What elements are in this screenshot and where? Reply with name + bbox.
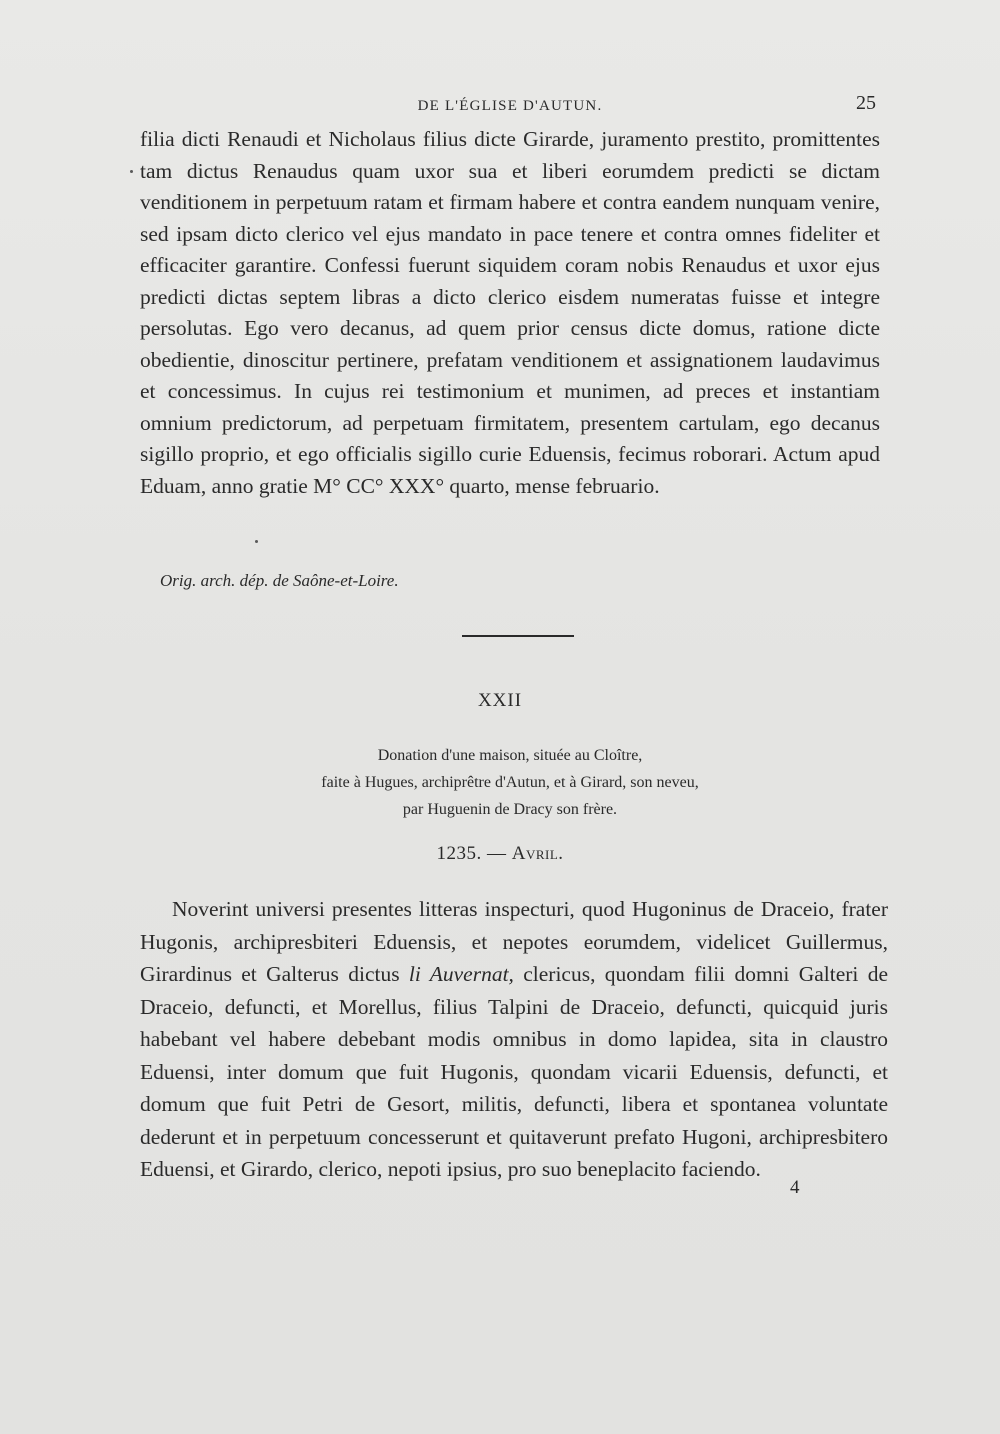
continued-charter-text (140, 124, 880, 502)
summary-line: Donation d'une maison, située au Cloître, (377, 747, 643, 764)
section-divider (462, 635, 574, 637)
summary-line: faite à Hugues, archiprêtre d'Autun, et à Girard, son neveu, (321, 774, 699, 791)
charter-text-end: clericus, quondam filii domni Galteri de Draceio, defuncti, et Morellus, filius Talpini de Draceio, defuncti, quicquid juris habebant vel habere debebant modis omnibus in domo lapidea, sita in claustro Eduensi, inter domum que fuit Hugonis, quondam vicarii Eduensis, defuncti, et domum que fuit Petri de Gesort, militis, defuncti, libera et spontanea voluntate dederunt et in perpetuum concesserunt et quitaverunt prefato Hugoni, archipresbitero Eduensi, et Girardo, clerico, nepoti ipsius, pro suo beneplacito faciendo. (140, 962, 888, 1181)
charter-text (140, 893, 888, 1186)
charter-date-year: 1235. — (436, 843, 512, 864)
source-citation: Orig. arch. dép. de Saône-et-Loire. (160, 571, 399, 590)
running-head (140, 92, 880, 122)
charter-text-start: Noverint universi presentes litteras inspecturi, quod Hugoninus de Draceio, frater Hugonis, archipresbiteri Eduensis, et nepotes eorumdem, videlicet Guillermus, Girardinus et Galterus dictus (140, 897, 888, 986)
paper-speck (255, 540, 258, 543)
charter-text-italic: li Auvernat, (408, 962, 514, 986)
continued-paragraph: filia dicti Renaudi et Nicholaus filius dicte Girarde, juramento prestito, promittentes tam dictus Renaudus quam uxor sua et liberi eorumdem predicti se dictam venditionem in perpetuum ratam et firmam habere et contra eandem nunquam venire, sed ipsam dicto clerico vel ejus mandato in pace tenere et contra omnes fideliter et efficaciter garantire. Confessi fuerunt siquidem coram nobis Renaudus et uxor ejus predicti dictas septem libras a dicto clerico eisdem numeratas fuisse et integre persolutas. Ego vero decanus, ad quem prior census dicte domus, ratione dicte obedientie, dinoscitur pertinere, prefatam venditionem et assignationem laudavimus et concessimus. In cujus rei testimonium et munimen, ad preces et instantiam omnium predictorum, ad perpetuam firmitatem, presentem cartulam, ego decanus sigillo proprio, et ego officialis sigillo curie Eduensis, fecimus roborari. Actum apud Eduam, anno gratie M° CC° XXX° quarto, mense februario. (140, 127, 880, 498)
charter-date (0, 843, 1000, 865)
summary-line: par Huguenin de Dracy son frère. (402, 801, 618, 818)
charter-date-month: Avril. (511, 843, 564, 864)
charter-summary (140, 742, 880, 823)
running-title: DE L'ÉGLISE D'AUTUN. (417, 98, 603, 114)
page-number: 25 (856, 92, 876, 114)
paper-speck (130, 170, 133, 173)
charter-paragraph (140, 893, 888, 1186)
signature-mark: 4 (790, 1177, 800, 1198)
charter-number: XXII (477, 690, 523, 711)
